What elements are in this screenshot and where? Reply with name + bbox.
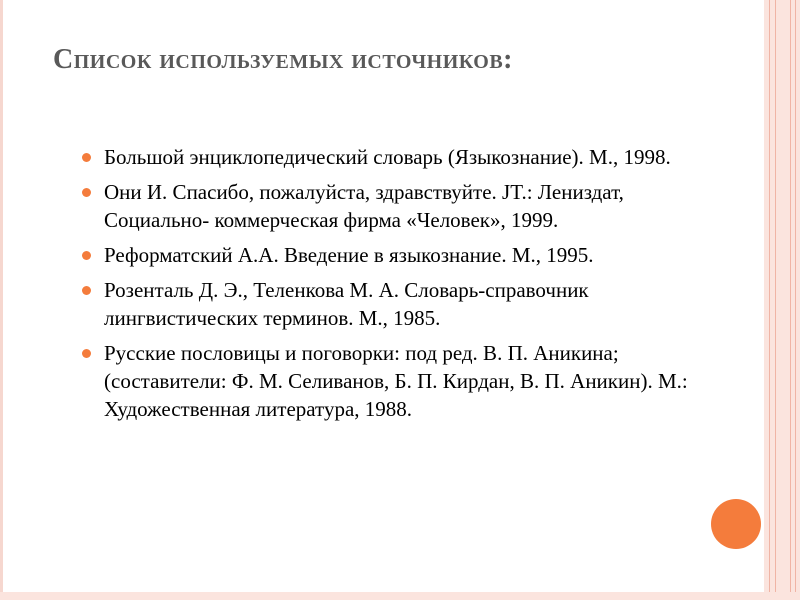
bullet-dot-icon (82, 286, 91, 295)
slide-title: Список используемых источников: (53, 44, 514, 75)
reference-text: Розенталь Д. Э., Теленкова М. А. Словарь-справочник лингвистических терминов. М., 1985. (104, 278, 589, 330)
frame-stripe (795, 0, 796, 600)
reference-list (75, 143, 715, 430)
frame-stripe (769, 0, 770, 600)
slide-frame-left (0, 0, 3, 600)
frame-stripe (790, 0, 791, 600)
decorative-circle-icon (711, 499, 761, 549)
reference-text: Русские пословицы и поговорки: под ред. В. П. Аникина; (составители: Ф. М. Селиванов, Б. П. Кирдан, В. П. Аникин). М.: Художественная литература, 1988. (104, 341, 688, 421)
reference-text: Большой энциклопедический словарь (Языкознание). М., 1998. (104, 145, 671, 169)
bullet-dot-icon (82, 349, 91, 358)
list-item (75, 143, 715, 171)
list-item (75, 276, 715, 332)
slide-frame-bottom (0, 592, 800, 600)
reference-text: Они И. Спасибо, пожалуйста, здравствуйте. JT.: Лениздат, Социально- коммерческая фирма «Человек», 1999. (104, 180, 624, 232)
reference-text: Реформатский А.А. Введение в языкознание. М., 1995. (104, 243, 594, 267)
bullet-dot-icon (82, 188, 91, 197)
list-item (75, 178, 715, 234)
list-item (75, 241, 715, 269)
bullet-dot-icon (82, 251, 91, 260)
list-item (75, 339, 715, 423)
frame-stripe (775, 0, 776, 600)
bullet-dot-icon (82, 153, 91, 162)
